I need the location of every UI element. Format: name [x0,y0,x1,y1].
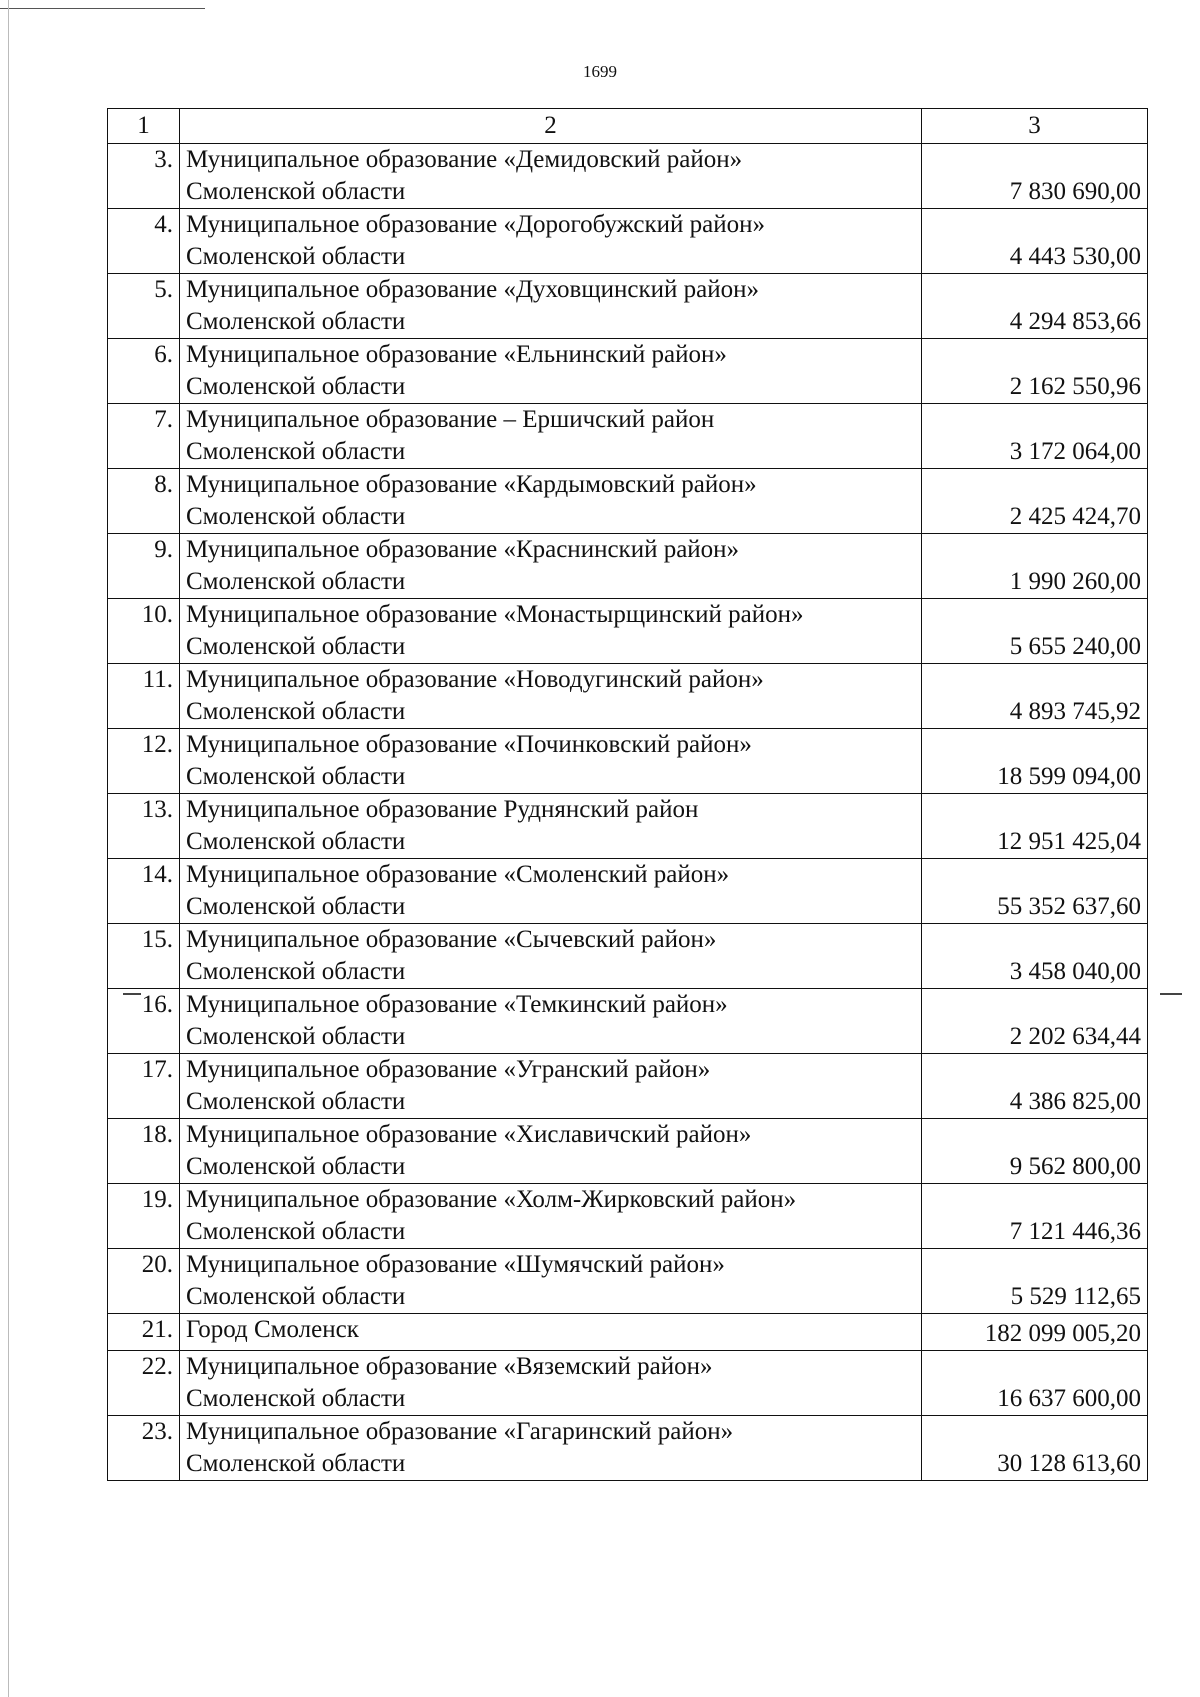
municipality-name [180,209,922,274]
municipality-name [180,664,922,729]
municipality-name [180,924,922,989]
table-row [108,1184,1148,1249]
municipality-name-line: Муниципальное образование «Гагаринский район» [186,1418,734,1445]
row-number: 5. [108,274,180,339]
municipality-name-line: Муниципальное образование «Кардымовский район» [186,471,757,498]
municipality-name [180,1314,922,1351]
table-row [108,1351,1148,1416]
municipality-name-line: Муниципальное образование «Краснинский район» [186,536,740,563]
municipality-region-line: Смоленской области [186,178,406,205]
row-number: 9. [108,534,180,599]
row-number: 15. [108,924,180,989]
table-row [108,339,1148,404]
municipality-name-line: Муниципальное образование «Ельнинский район» [186,341,727,368]
municipality-name-line: Муниципальное образование «Демидовский район» [186,146,743,173]
table-row [108,599,1148,664]
municipality-name [180,274,922,339]
amount-value: 5 655 240,00 [922,599,1148,664]
municipality-region-line: Смоленской области [186,763,406,790]
table-row [108,404,1148,469]
table-row [108,794,1148,859]
amount-value: 3 172 064,00 [922,404,1148,469]
municipality-region-line: Смоленской области [186,1088,406,1115]
scan-artifact [123,993,141,995]
amount-value: 7 121 446,36 [922,1184,1148,1249]
row-number: 10. [108,599,180,664]
table-row [108,729,1148,794]
municipality-name [180,1054,922,1119]
municipality-region-line: Смоленской области [186,568,406,595]
row-number: 6. [108,339,180,404]
municipality-name [180,404,922,469]
row-number: 16. [108,989,180,1054]
amount-value: 9 562 800,00 [922,1119,1148,1184]
municipality-name-line: Муниципальное образование «Темкинский район» [186,991,728,1018]
municipality-region-line: Смоленской области [186,1385,406,1412]
row-number: 17. [108,1054,180,1119]
municipality-name [180,1119,922,1184]
municipality-region-line: Смоленской области [186,438,406,465]
amount-value: 4 386 825,00 [922,1054,1148,1119]
row-number: 18. [108,1119,180,1184]
municipality-region-line: Смоленской области [186,1023,406,1050]
municipality-name [180,859,922,924]
amount-value: 5 529 112,65 [922,1249,1148,1314]
row-number: 8. [108,469,180,534]
municipality-name [180,339,922,404]
amount-value: 30 128 613,60 [922,1416,1148,1481]
amount-value: 2 202 634,44 [922,989,1148,1054]
table-row [108,1314,1148,1351]
page-number: 1699 [583,62,617,81]
municipality-name [180,989,922,1054]
amount-value: 1 990 260,00 [922,534,1148,599]
municipality-region-line: Смоленской области [186,893,406,920]
municipality-name-line: Город Смоленск [186,1316,359,1343]
municipality-region-line: Смоленской области [186,308,406,335]
municipality-name [180,534,922,599]
municipality-region-line: Смоленской области [186,1450,406,1477]
municipality-region-line: Смоленской области [186,503,406,530]
row-number: 3. [108,144,180,209]
municipality-name-line: Муниципальное образование «Сычевский район» [186,926,717,953]
table-row [108,859,1148,924]
amount-value: 4 443 530,00 [922,209,1148,274]
municipality-name-line: Муниципальное образование Руднянский район [186,796,699,823]
row-number: 23. [108,1416,180,1481]
scan-edge-line [8,0,9,1697]
municipality-name-line: Муниципальное образование «Шумячский район» [186,1251,725,1278]
row-number: 7. [108,404,180,469]
municipality-region-line: Смоленской области [186,633,406,660]
amount-value: 2 425 424,70 [922,469,1148,534]
scan-artifact [1160,993,1182,995]
municipality-name-line: Муниципальное образование «Смоленский район» [186,861,730,888]
municipality-region-line: Смоленской области [186,1153,406,1180]
municipality-name [180,144,922,209]
municipality-name [180,599,922,664]
municipality-name [180,1416,922,1481]
column-header-3: 3 [922,109,1148,144]
table-row [108,209,1148,274]
municipality-name-line: Муниципальное образование «Новодугинский район» [186,666,764,693]
table-row [108,1054,1148,1119]
municipality-region-line: Смоленской области [186,698,406,725]
amount-value: 55 352 637,60 [922,859,1148,924]
municipality-region-line: Смоленской области [186,1283,406,1310]
municipality-name [180,1351,922,1416]
table-row [108,924,1148,989]
municipality-region-line: Смоленской области [186,1218,406,1245]
municipality-name-line: Муниципальное образование «Холм-Жирковский район» [186,1186,797,1213]
municipality-name [180,1249,922,1314]
amount-value: 3 458 040,00 [922,924,1148,989]
amount-value: 18 599 094,00 [922,729,1148,794]
municipality-name-line: Муниципальное образование «Вяземский район» [186,1353,713,1380]
municipality-name [180,729,922,794]
municipality-name-line: Муниципальное образование «Монастырщинский район» [186,601,804,628]
row-number: 13. [108,794,180,859]
municipality-name-line: Муниципальное образование «Угранский район» [186,1056,711,1083]
row-number: 12. [108,729,180,794]
table-row [108,469,1148,534]
municipality-name [180,469,922,534]
amount-value: 12 951 425,04 [922,794,1148,859]
row-number: 21. [108,1314,180,1351]
table-row [108,989,1148,1054]
municipality-name-line: Муниципальное образование – Ершичский район [186,406,715,433]
table-row [108,144,1148,209]
municipality-region-line: Смоленской области [186,828,406,855]
municipality-name-line: Муниципальное образование «Починковский район» [186,731,752,758]
municipality-name-line: Муниципальное образование «Хиславичский район» [186,1121,752,1148]
amount-value: 4 893 745,92 [922,664,1148,729]
table-row [108,1119,1148,1184]
table-row [108,664,1148,729]
municipality-region-line: Смоленской области [186,243,406,270]
table-header-row [108,109,1148,144]
row-number: 14. [108,859,180,924]
column-header-2: 2 [180,109,922,144]
municipality-name-line: Муниципальное образование «Духовщинский район» [186,276,759,303]
row-number: 22. [108,1351,180,1416]
amount-value: 2 162 550,96 [922,339,1148,404]
amount-value: 16 637 600,00 [922,1351,1148,1416]
table-row [108,274,1148,339]
table-row [108,534,1148,599]
allocation-table [107,108,1148,1481]
municipality-region-line: Смоленской области [186,373,406,400]
row-number: 19. [108,1184,180,1249]
amount-value: 182 099 005,20 [922,1314,1148,1351]
table-row [108,1249,1148,1314]
column-header-1: 1 [108,109,180,144]
row-number: 11. [108,664,180,729]
amount-value: 7 830 690,00 [922,144,1148,209]
municipality-name [180,1184,922,1249]
table-row [108,1416,1148,1481]
municipality-name [180,794,922,859]
row-number: 4. [108,209,180,274]
amount-value: 4 294 853,66 [922,274,1148,339]
municipality-region-line: Смоленской области [186,958,406,985]
scan-edge-line [0,8,205,9]
row-number: 20. [108,1249,180,1314]
municipality-name-line: Муниципальное образование «Дорогобужский район» [186,211,765,238]
